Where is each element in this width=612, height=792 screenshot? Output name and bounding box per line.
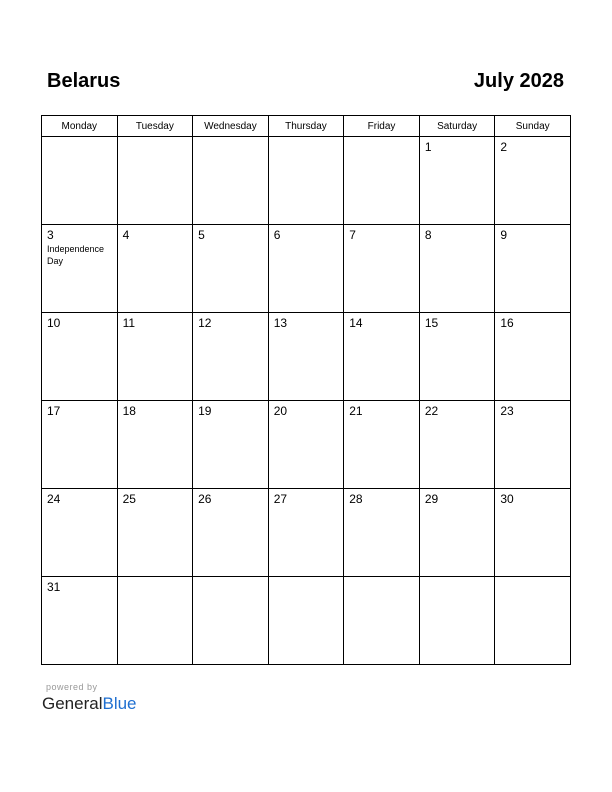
day-number: 18 [122,404,136,418]
day-cell [419,577,495,665]
day-number: 11 [122,316,136,330]
day-number: 4 [122,228,130,242]
day-number: 25 [122,492,136,506]
day-cell [344,489,420,577]
day-number: 15 [424,316,439,330]
week-row [42,313,571,401]
calendar-header [41,70,570,100]
day-number: 19 [198,404,212,418]
day-cell [193,137,269,225]
weekday-friday: Friday [344,116,420,137]
day-cell [268,225,344,313]
country-title: Belarus [47,70,121,92]
calendar-grid [41,115,571,665]
day-cell [268,313,344,401]
day-cell [344,137,420,225]
day-number: 20 [273,404,288,418]
day-cell [42,313,118,401]
day-cell [268,489,344,577]
logo-text-general: General [42,694,103,713]
week-row [42,577,571,665]
day-number: 27 [273,492,288,506]
weekday-wednesday: Wednesday [193,116,269,137]
day-cell [419,401,495,489]
day-cell [419,489,495,577]
generalblue-logo[interactable] [42,694,137,714]
day-cell [42,577,118,665]
weekday-sunday: Sunday [495,116,571,137]
day-cell [117,489,193,577]
day-cell [495,313,571,401]
holiday-label: Independence Day [47,244,105,266]
week-row [42,225,571,313]
day-number: 10 [47,316,61,330]
day-cell [42,401,118,489]
day-number: 5 [198,228,205,242]
week-row [42,137,571,225]
day-cell [419,137,495,225]
day-number: 9 [500,228,508,242]
weekday-thursday: Thursday [268,116,344,137]
day-cell [495,225,571,313]
day-cell [268,137,344,225]
day-cell [117,577,193,665]
day-cell [42,137,118,225]
day-cell [117,401,193,489]
weekday-header-row [42,116,571,137]
day-number: 31 [47,580,61,594]
day-cell [117,313,193,401]
day-number: 12 [198,316,212,330]
day-number: 13 [273,316,288,330]
day-number: 2 [500,140,508,154]
day-number: 14 [349,316,363,330]
day-number: 28 [349,492,363,506]
day-cell [344,577,420,665]
week-row [42,401,571,489]
day-number: 1 [424,140,432,154]
weekday-saturday: Saturday [419,116,495,137]
day-cell [117,137,193,225]
day-number: 17 [47,404,61,418]
day-cell [344,225,420,313]
day-number: 8 [424,228,432,242]
day-cell [193,313,269,401]
logo-text-blue: Blue [102,694,137,713]
day-number: 30 [500,492,514,506]
day-cell [495,577,571,665]
day-cell [495,489,571,577]
day-number: 6 [273,228,281,242]
day-cell [344,313,420,401]
day-cell [495,137,571,225]
day-cell [117,225,193,313]
day-cell [42,225,118,313]
day-cell [344,401,420,489]
weekday-tuesday: Tuesday [117,116,193,137]
day-number: 7 [349,228,356,242]
day-number: 21 [349,404,363,418]
day-cell [193,225,269,313]
day-number: 3 [47,228,54,242]
day-number: 23 [500,404,514,418]
day-cell [419,313,495,401]
day-number: 16 [500,316,514,330]
week-row [42,489,571,577]
powered-by-label: powered by [46,682,98,692]
month-year-title: July 2028 [473,70,564,92]
day-number: 26 [198,492,212,506]
day-number: 22 [424,404,439,418]
day-cell [419,225,495,313]
weekday-monday: Monday [42,116,118,137]
day-cell [42,489,118,577]
day-cell [193,401,269,489]
day-cell [495,401,571,489]
day-number: 29 [424,492,439,506]
day-number: 24 [47,492,61,506]
day-cell [193,489,269,577]
day-cell [268,577,344,665]
day-cell [193,577,269,665]
day-cell [268,401,344,489]
